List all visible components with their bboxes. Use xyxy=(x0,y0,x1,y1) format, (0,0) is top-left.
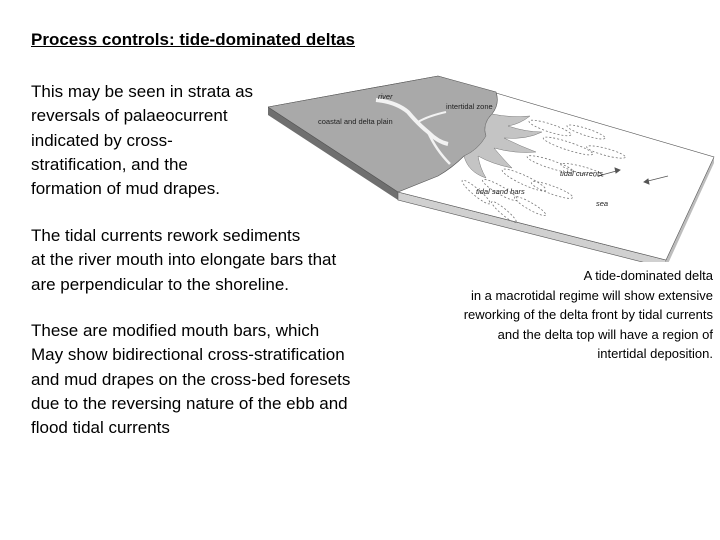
caption-line: in a macrotidal regime will show extensive xyxy=(470,287,713,303)
figure-caption xyxy=(464,266,713,364)
text-line: These are modified mouth bars, which xyxy=(31,321,320,340)
label-coastal-delta-plain: coastal and delta plain xyxy=(318,117,393,126)
caption-line: A tide-dominated delta xyxy=(583,268,713,283)
label-intertidal-zone: intertidal zone xyxy=(446,102,493,111)
text-line: This may be seen in strata as xyxy=(31,82,254,101)
caption-line: and the delta top will have a region of xyxy=(497,326,713,342)
label-tidal-sand-bars: tidal sand bars xyxy=(476,187,525,196)
text-line: at the river mouth into elongate bars that xyxy=(31,250,337,270)
text-line: reversals of palaeocurrent xyxy=(31,106,228,126)
text-line: formation of mud drapes. xyxy=(31,179,220,199)
tide-dominated-delta-diagram xyxy=(268,72,718,262)
label-tidal-currents: tidal currents xyxy=(560,169,603,178)
text-line: are perpendicular to the shoreline. xyxy=(31,274,289,294)
text-line: stratification, and the xyxy=(31,154,188,174)
label-river: river xyxy=(378,92,393,101)
paragraph-mouth-bars xyxy=(31,319,350,440)
text-line: indicated by cross- xyxy=(31,130,173,150)
text-line: due to the reversing nature of the ebb and xyxy=(31,393,348,413)
caption-line: reworking of the delta front by tidal currents xyxy=(463,307,713,322)
paragraph-palaeocurrent xyxy=(31,80,253,201)
slide-title: Process controls: tide-dominated deltas xyxy=(31,30,356,49)
text-line: May show bidirectional cross-stratification xyxy=(31,345,345,365)
text-line: flood tidal currents xyxy=(31,418,170,438)
text-line: The tidal currents rework sediments xyxy=(31,226,301,245)
caption-line: intertidal deposition. xyxy=(597,346,713,361)
label-sea: sea xyxy=(596,199,609,208)
text-line: and mud drapes on the cross-bed foresets xyxy=(31,369,351,389)
